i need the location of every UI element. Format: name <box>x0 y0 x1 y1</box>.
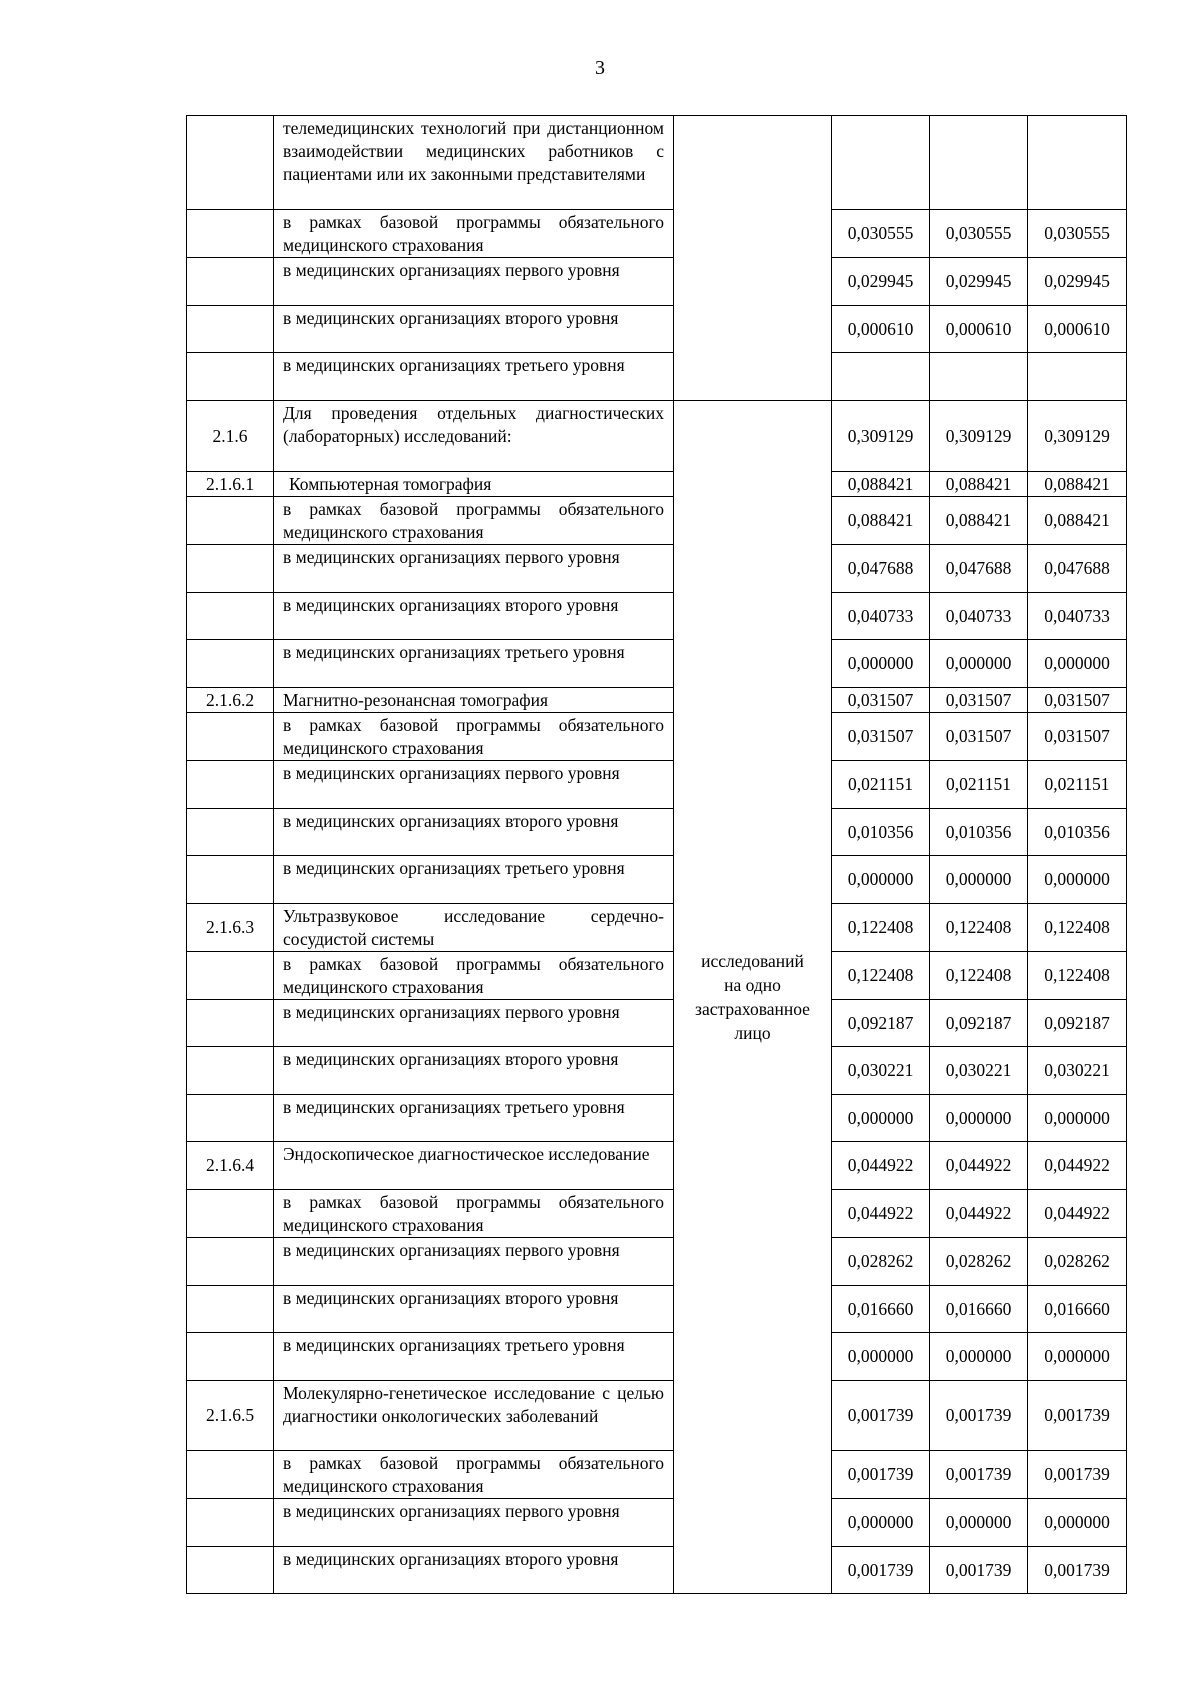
row-name-cell: в медицинских организациях первого уровня <box>274 761 674 809</box>
value-cell-2: 0,044922 <box>930 1142 1028 1190</box>
value-cell-3: 0,047688 <box>1028 545 1127 593</box>
row-number-cell <box>187 856 274 904</box>
value-cell-1: 0,028262 <box>832 1238 930 1286</box>
table-row <box>187 904 1127 952</box>
row-name-cell: в медицинских организациях второго уровня <box>274 1286 674 1333</box>
value-cell-2: 0,030555 <box>930 210 1028 258</box>
table-row <box>187 952 1127 1000</box>
unit-cell-empty <box>674 116 832 401</box>
row-number-cell <box>187 1333 274 1381</box>
value-cell-1: 0,000000 <box>832 1499 930 1547</box>
value-cell-2: 0,021151 <box>930 761 1028 809</box>
table-row <box>187 1451 1127 1499</box>
value-cell-3: 0,044922 <box>1028 1142 1127 1190</box>
value-cell-2: 0,031507 <box>930 713 1028 761</box>
row-number-cell: 2.1.6 <box>187 401 274 472</box>
table-row <box>187 593 1127 640</box>
value-cell-2: 0,088421 <box>930 472 1028 497</box>
row-number-cell <box>187 593 274 640</box>
unit-text-line: застрахованное <box>695 999 810 1019</box>
table-row <box>187 497 1127 545</box>
value-cell-1: 0,010356 <box>832 809 930 856</box>
row-name-cell: в рамках базовой программы обязательного медицинского страхования <box>274 210 674 258</box>
value-cell-2: 0,000000 <box>930 640 1028 688</box>
value-cell-3: 0,030555 <box>1028 210 1127 258</box>
table-row <box>187 210 1127 258</box>
value-cell-3: 0,000000 <box>1028 1095 1127 1142</box>
value-cell-2: 0,044922 <box>930 1190 1028 1238</box>
value-cell-1: 0,000000 <box>832 640 930 688</box>
value-cell-2: 0,040733 <box>930 593 1028 640</box>
row-number-cell <box>187 1238 274 1286</box>
value-cell-1: 0,044922 <box>832 1142 930 1190</box>
value-cell-1: 0,000000 <box>832 856 930 904</box>
table-row <box>187 1142 1127 1190</box>
row-number-cell <box>187 1000 274 1047</box>
value-cell-2: 0,000000 <box>930 1333 1028 1381</box>
value-cell-1: 0,021151 <box>832 761 930 809</box>
value-cell-3: 0,122408 <box>1028 952 1127 1000</box>
row-name-cell: Магнитно-резонансная томография <box>274 688 674 713</box>
value-cell-3: 0,021151 <box>1028 761 1127 809</box>
row-number-cell <box>187 1047 274 1095</box>
table-row <box>187 1190 1127 1238</box>
value-cell-3: 0,031507 <box>1028 713 1127 761</box>
value-cell-2: 0,029945 <box>930 258 1028 306</box>
row-name-cell: в медицинских организациях первого уровня <box>274 1238 674 1286</box>
value-cell-1: 0,000610 <box>832 306 930 353</box>
value-cell-1 <box>832 116 930 210</box>
value-cell-3: 0,030221 <box>1028 1047 1127 1095</box>
value-cell-1: 0,122408 <box>832 952 930 1000</box>
value-cell-1: 0,309129 <box>832 401 930 472</box>
row-name-cell: Ультразвуковое исследование сердечно-сосудистой системы <box>274 904 674 952</box>
row-name-cell: Эндоскопическое диагностическое исследование <box>274 1142 674 1190</box>
value-cell-3: 0,029945 <box>1028 258 1127 306</box>
value-cell-1: 0,001739 <box>832 1547 930 1594</box>
value-cell-3: 0,001739 <box>1028 1381 1127 1451</box>
row-number-cell <box>187 210 274 258</box>
value-cell-2: 0,000000 <box>930 1499 1028 1547</box>
value-cell-1: 0,000000 <box>832 1095 930 1142</box>
value-cell-2: 0,031507 <box>930 688 1028 713</box>
value-cell-3: 0,000000 <box>1028 856 1127 904</box>
value-cell-3 <box>1028 116 1127 210</box>
row-number-cell: 2.1.6.4 <box>187 1142 274 1190</box>
value-cell-2: 0,047688 <box>930 545 1028 593</box>
value-cell-3: 0,122408 <box>1028 904 1127 952</box>
value-cell-3: 0,010356 <box>1028 809 1127 856</box>
value-cell-2: 0,000000 <box>930 856 1028 904</box>
value-cell-1: 0,088421 <box>832 472 930 497</box>
value-cell-2: 0,001739 <box>930 1451 1028 1499</box>
value-cell-1: 0,044922 <box>832 1190 930 1238</box>
value-cell-3: 0,088421 <box>1028 497 1127 545</box>
row-number-cell <box>187 1286 274 1333</box>
row-number-cell <box>187 761 274 809</box>
row-name-cell: Компьютерная томография <box>274 472 674 497</box>
row-name-cell: в рамках базовой программы обязательного медицинского страхования <box>274 713 674 761</box>
table-row <box>187 1047 1127 1095</box>
row-name-cell: в медицинских организациях второго уровня <box>274 306 674 353</box>
row-name-cell: в медицинских организациях второго уровня <box>274 809 674 856</box>
row-number-cell <box>187 116 274 210</box>
table-row <box>187 1333 1127 1381</box>
table-row <box>187 258 1127 306</box>
unit-text-line: исследований <box>701 951 804 971</box>
row-number-cell <box>187 1190 274 1238</box>
row-name-cell: в рамках базовой программы обязательного медицинского страхования <box>274 497 674 545</box>
value-cell-2: 0,016660 <box>930 1286 1028 1333</box>
row-number-cell: 2.1.6.5 <box>187 1381 274 1451</box>
table-row <box>187 1499 1127 1547</box>
table-row <box>187 1095 1127 1142</box>
table-row <box>187 1000 1127 1047</box>
table-row <box>187 809 1127 856</box>
table-row <box>187 713 1127 761</box>
value-cell-3: 0,028262 <box>1028 1238 1127 1286</box>
value-cell-3: 0,031507 <box>1028 688 1127 713</box>
value-cell-2: 0,000610 <box>930 306 1028 353</box>
row-name-cell: в медицинских организациях третьего уровня <box>274 1095 674 1142</box>
row-name-cell: в медицинских организациях второго уровня <box>274 1047 674 1095</box>
row-number-cell <box>187 306 274 353</box>
value-cell-1: 0,092187 <box>832 1000 930 1047</box>
row-number-cell <box>187 1451 274 1499</box>
value-cell-3: 0,040733 <box>1028 593 1127 640</box>
table-row <box>187 640 1127 688</box>
unit-text-line: на одно <box>724 975 781 995</box>
value-cell-1: 0,001739 <box>832 1451 930 1499</box>
value-cell-3: 0,001739 <box>1028 1451 1127 1499</box>
value-cell-2: 0,001739 <box>930 1381 1028 1451</box>
row-number-cell <box>187 952 274 1000</box>
value-cell-2: 0,028262 <box>930 1238 1028 1286</box>
table-row <box>187 306 1127 353</box>
value-cell-1 <box>832 353 930 401</box>
value-cell-3: 0,000000 <box>1028 1333 1127 1381</box>
table-row <box>187 1547 1127 1594</box>
value-cell-1: 0,047688 <box>832 545 930 593</box>
row-number-cell <box>187 258 274 306</box>
value-cell-2: 0,000000 <box>930 1095 1028 1142</box>
value-cell-1: 0,088421 <box>832 497 930 545</box>
row-name-cell: в рамках базовой программы обязательного медицинского страхования <box>274 952 674 1000</box>
row-number-cell <box>187 353 274 401</box>
row-name-cell: в медицинских организациях первого уровня <box>274 258 674 306</box>
value-cell-2: 0,092187 <box>930 1000 1028 1047</box>
row-name-cell: в медицинских организациях третьего уровня <box>274 640 674 688</box>
row-name-cell: в рамках базовой программы обязательного медицинского страхования <box>274 1451 674 1499</box>
row-number-cell: 2.1.6.2 <box>187 688 274 713</box>
value-cell-3: 0,000000 <box>1028 640 1127 688</box>
value-cell-3: 0,000610 <box>1028 306 1127 353</box>
value-cell-1: 0,016660 <box>832 1286 930 1333</box>
page-number: 3 <box>595 57 605 79</box>
table-row <box>187 856 1127 904</box>
row-name-cell: Для проведения отдельных диагностических (лабораторных) исследований: <box>274 401 674 472</box>
value-cell-1: 0,031507 <box>832 688 930 713</box>
value-cell-1: 0,000000 <box>832 1333 930 1381</box>
table-row <box>187 688 1127 713</box>
row-name-cell: телемедицинских технологий при дистанционном взаимодействии медицинских работников с пациентами или их законными представителями <box>274 116 674 210</box>
value-cell-3: 0,309129 <box>1028 401 1127 472</box>
value-cell-3: 0,000000 <box>1028 1499 1127 1547</box>
value-cell-1: 0,030221 <box>832 1047 930 1095</box>
value-cell-2: 0,088421 <box>930 497 1028 545</box>
value-cell-2: 0,122408 <box>930 952 1028 1000</box>
row-name-cell: в медицинских организациях второго уровня <box>274 593 674 640</box>
row-number-cell <box>187 640 274 688</box>
table-row <box>187 401 1127 472</box>
unit-cell <box>674 401 832 1594</box>
value-cell-2: 0,030221 <box>930 1047 1028 1095</box>
value-cell-3: 0,016660 <box>1028 1286 1127 1333</box>
value-cell-1: 0,030555 <box>832 210 930 258</box>
row-number-cell <box>187 1547 274 1594</box>
value-cell-2: 0,309129 <box>930 401 1028 472</box>
unit-text-line: лицо <box>734 1023 771 1043</box>
value-cell-1: 0,031507 <box>832 713 930 761</box>
value-cell-3: 0,092187 <box>1028 1000 1127 1047</box>
row-number-cell <box>187 809 274 856</box>
value-cell-1: 0,029945 <box>832 258 930 306</box>
row-name-cell: в медицинских организациях первого уровня <box>274 545 674 593</box>
row-name-cell: в медицинских организациях третьего уровня <box>274 856 674 904</box>
value-cell-2 <box>930 353 1028 401</box>
row-number-cell: 2.1.6.1 <box>187 472 274 497</box>
value-cell-2 <box>930 116 1028 210</box>
value-cell-1: 0,040733 <box>832 593 930 640</box>
table-row <box>187 1381 1127 1451</box>
value-cell-1: 0,122408 <box>832 904 930 952</box>
value-cell-1: 0,001739 <box>832 1381 930 1451</box>
table-row <box>187 116 1127 210</box>
table-row <box>187 761 1127 809</box>
row-name-cell: в медицинских организациях первого уровня <box>274 1000 674 1047</box>
row-number-cell <box>187 1499 274 1547</box>
row-name-cell: в медицинских организациях третьего уровня <box>274 1333 674 1381</box>
row-name-cell: в рамках базовой программы обязательного медицинского страхования <box>274 1190 674 1238</box>
table-row <box>187 1238 1127 1286</box>
norms-table <box>186 115 1127 1594</box>
row-number-cell <box>187 545 274 593</box>
table-row <box>187 472 1127 497</box>
value-cell-2: 0,010356 <box>930 809 1028 856</box>
value-cell-2: 0,122408 <box>930 904 1028 952</box>
row-name-cell: в медицинских организациях первого уровня <box>274 1499 674 1547</box>
row-number-cell <box>187 713 274 761</box>
value-cell-3: 0,044922 <box>1028 1190 1127 1238</box>
row-number-cell: 2.1.6.3 <box>187 904 274 952</box>
table-row <box>187 353 1127 401</box>
row-number-cell <box>187 1095 274 1142</box>
value-cell-3: 0,088421 <box>1028 472 1127 497</box>
row-name-cell: в медицинских организациях третьего уровня <box>274 353 674 401</box>
table-row <box>187 1286 1127 1333</box>
row-name-cell: в медицинских организациях второго уровня <box>274 1547 674 1594</box>
table-row <box>187 545 1127 593</box>
row-number-cell <box>187 497 274 545</box>
value-cell-2: 0,001739 <box>930 1547 1028 1594</box>
row-name-cell: Молекулярно-генетическое исследование с целью диагностики онкологических заболеваний <box>274 1381 674 1451</box>
value-cell-3: 0,001739 <box>1028 1547 1127 1594</box>
value-cell-3 <box>1028 353 1127 401</box>
